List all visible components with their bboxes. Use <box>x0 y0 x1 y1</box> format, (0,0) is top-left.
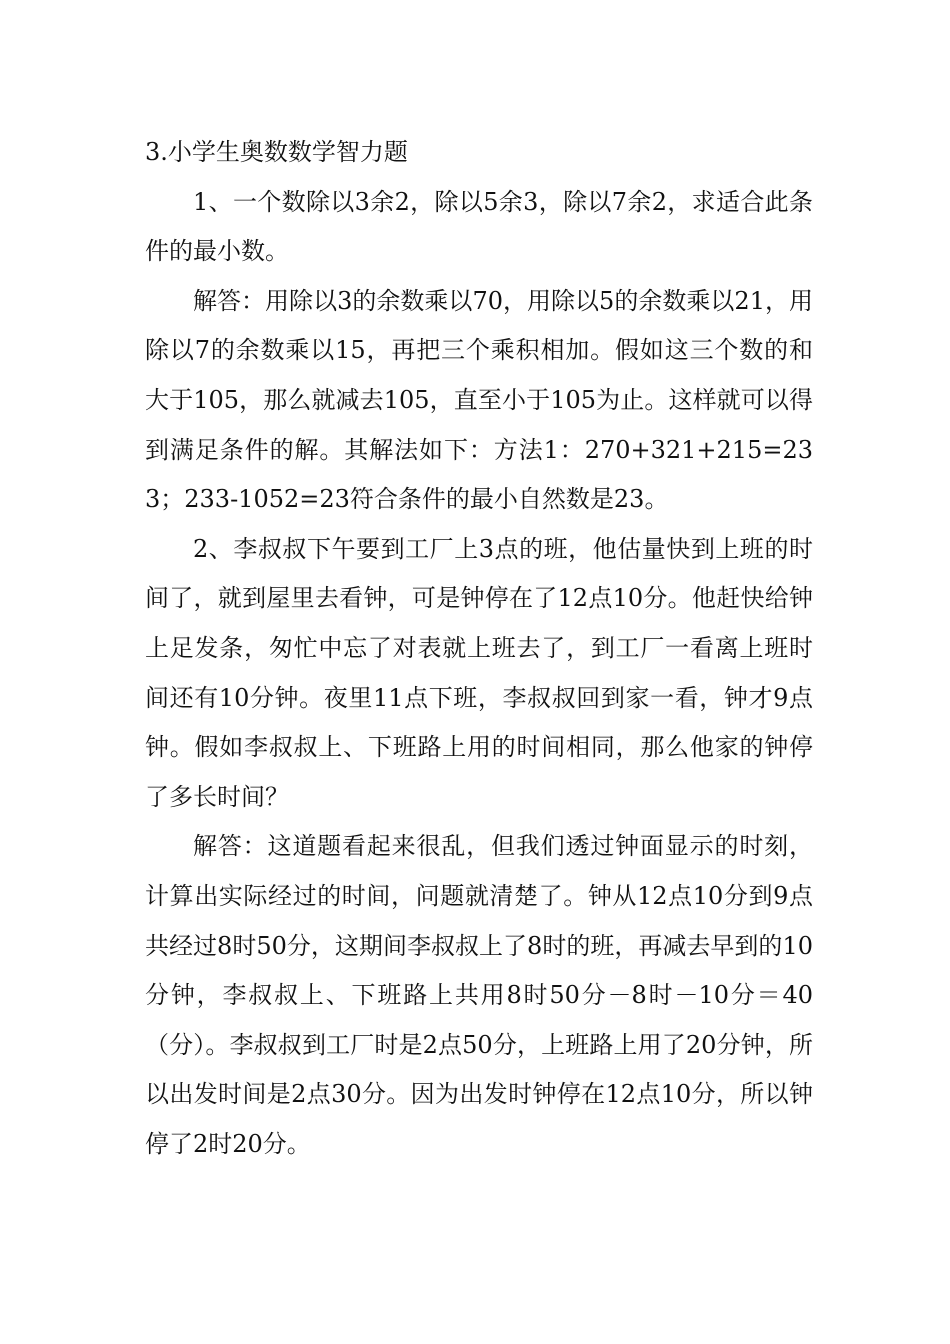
answer-1-paragraph: 解答：用除以3的余数乘以70，用除以5的余数乘以21，用除以7的余数乘以15，再把三个乘积相加。假如这三个数的和大于105，那么就减去105，直至小于105为止。这样就可以得到满足条件的解。其解法如下：方法1：270+321+215=233；233-1052=23符合条件的最小自然数是23。 <box>145 286 813 514</box>
question-1-paragraph: 1、一个数除以3余2，除以5余3，除以7余2，求适合此条件的最小数。 <box>145 187 813 266</box>
document-page <box>145 128 813 1169</box>
question-2-paragraph: 2、李叔叔下午要到工厂上3点的班，他估量快到上班的时间了，就到屋里去看钟，可是钟停在了12点10分。他赶快给钟上足发条，匆忙中忘了对表就上班去了，到工厂一看离上班时间还有10分钟。夜里11点下班，李叔叔回到家一看，钟才9点钟。假如李叔叔上、下班路上用的时间相同，那么他家的钟停了多长时间？ <box>145 534 813 811</box>
document-title: 3.小学生奥数数学智力题 <box>145 138 408 166</box>
answer-2-paragraph: 解答：这道题看起来很乱，但我们透过钟面显示的时刻，计算出实际经过的时间，问题就清楚了。钟从12点10分到9点共经过8时50分，这期间李叔叔上了8时的班，再减去早到的10分钟，李叔叔上、下班路上共用8时50分－8时－10分＝40（分）。李叔叔到工厂时是2点50分，上班路上用了20分钟，所以出发时间是2点30分。因为出发时钟停在12点10分，所以钟停了2时20分。 <box>145 832 813 1158</box>
